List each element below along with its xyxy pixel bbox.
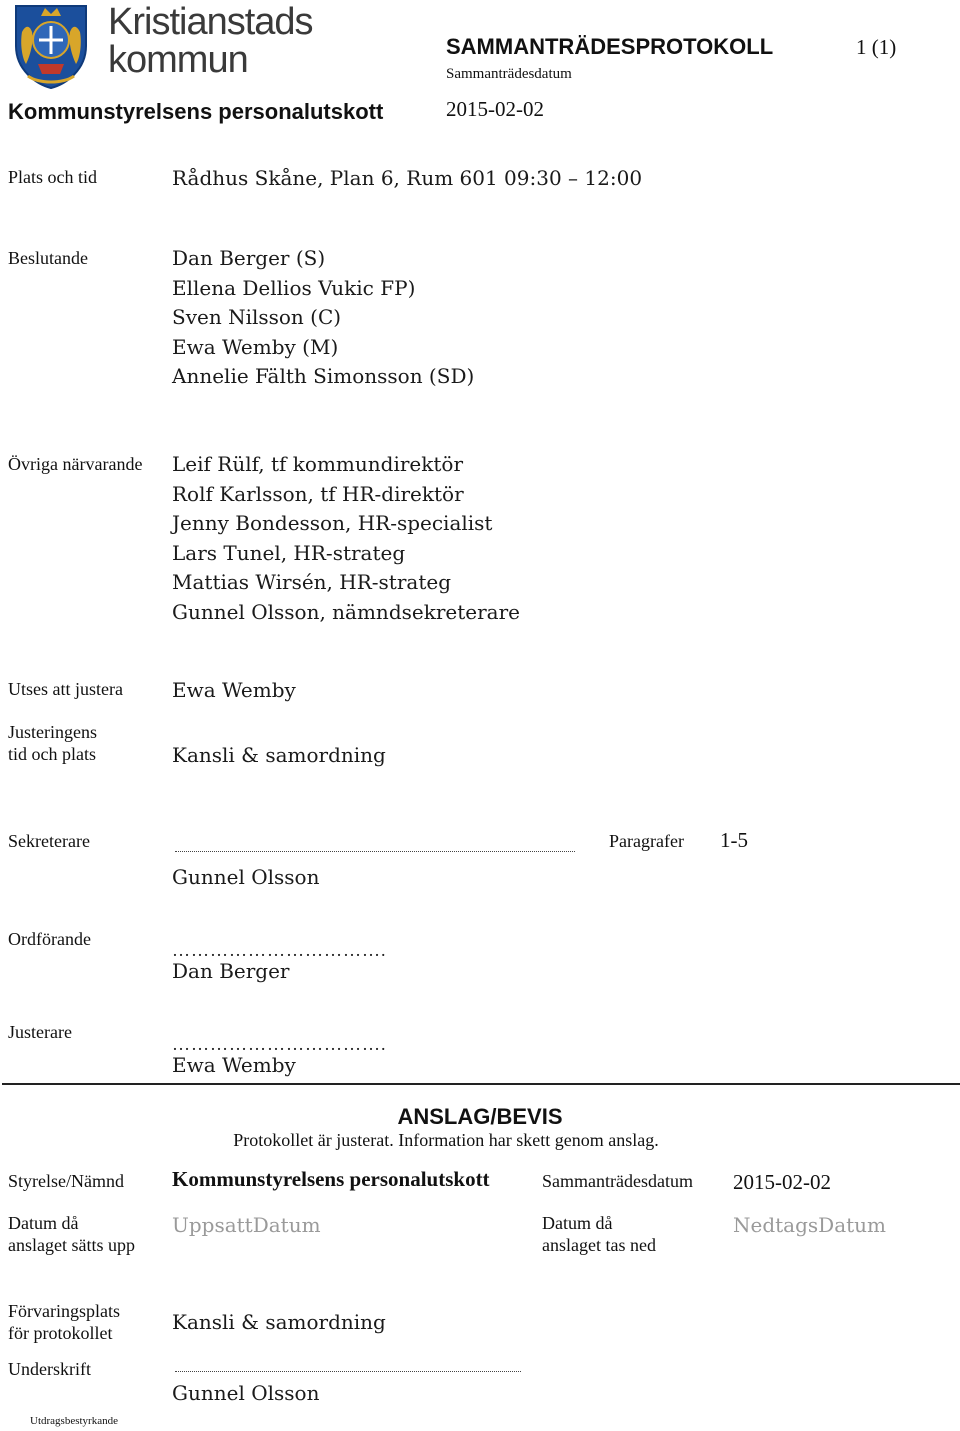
signature-label: Underskrift: [8, 1359, 91, 1379]
notice-subtitle: Protokollet är justerat. Information har skett genom anslag.: [233, 1130, 659, 1150]
page-number: 1 (1): [856, 35, 897, 59]
adjuster-signature-line: …………………………….: [172, 1034, 387, 1054]
adjust-time-label: [8, 721, 97, 765]
list-item: Sven Nilsson (C): [172, 305, 342, 329]
signature-line: [175, 1371, 521, 1372]
coat-of-arms-icon: [8, 2, 94, 90]
list-item: Lars Tunel, HR-strateg: [172, 540, 406, 565]
secretary-signature-line: [175, 851, 575, 852]
list-item: Ellena Dellios Vukic FP): [172, 275, 416, 300]
others-label: Övriga närvarande: [8, 454, 143, 474]
posted-date-label-line1: Datum då: [8, 1213, 79, 1233]
chair-name: Dan Berger: [172, 959, 290, 983]
paragraphs-label: Paragrafer: [609, 831, 684, 851]
storage-label-line2: för protokollet: [8, 1323, 113, 1343]
adjust-time-label-line1: Justeringens: [8, 722, 97, 742]
chair-signature-line: …………………………….: [172, 940, 387, 960]
removed-date-label-line2: anslaget tas ned: [542, 1235, 656, 1255]
committee-name: Kommunstyrelsens personalutskott: [8, 99, 384, 124]
certification-footer: Utdragsbestyrkande: [30, 1415, 118, 1427]
paragraphs-value: 1-5: [720, 828, 748, 852]
board-label: Styrelse/Nämnd: [8, 1171, 124, 1191]
adjuster-label: Justerare: [8, 1022, 72, 1042]
board-value: Kommunstyrelsens personalutskott: [172, 1167, 490, 1191]
notice-title: ANSLAG/BEVIS: [397, 1104, 563, 1129]
secretary-label: Sekreterare: [8, 831, 90, 851]
removed-date-label: [542, 1212, 656, 1256]
posted-date-label: [8, 1212, 135, 1256]
chair-label: Ordförande: [8, 929, 91, 949]
deciding-label: Beslutande: [8, 248, 88, 268]
adjust-time-value: Kansli & samordning: [172, 743, 386, 767]
removed-date-label-line1: Datum då: [542, 1213, 613, 1233]
section-divider: [2, 1083, 960, 1085]
meeting-date-label: Sammanträdesdatum: [446, 66, 572, 82]
storage-label: [8, 1300, 120, 1344]
list-item: Dan Berger (S): [172, 246, 326, 270]
municipality-logo: [8, 2, 318, 92]
adjust-label: Utses att justera: [8, 679, 123, 699]
list-item: Annelie Fälth Simonsson (SD): [172, 364, 475, 388]
deciding-list: [172, 244, 474, 392]
adjuster-name: Ewa Wemby: [172, 1053, 296, 1077]
logo-text-line2: kommun: [108, 39, 248, 81]
storage-label-line1: Förvaringsplats: [8, 1301, 120, 1321]
list-item: Ewa Wemby (M): [172, 334, 339, 359]
list-item: Jenny Bondesson, HR-specialist: [172, 511, 493, 535]
secretary-name: Gunnel Olsson: [172, 865, 320, 889]
adjust-value: Ewa Wemby: [172, 678, 296, 702]
meeting-date: 2015-02-02: [446, 97, 544, 121]
list-item: Leif Rülf, tf kommundirektör: [172, 452, 464, 476]
posted-date-value: UppsattDatum: [172, 1213, 321, 1237]
place-value: Rådhus Skåne, Plan 6, Rum 601 09:30 – 12:00: [172, 166, 643, 190]
posted-date-label-line2: anslaget sätts upp: [8, 1235, 135, 1255]
list-item: Mattias Wirsén, HR-strateg: [172, 570, 451, 594]
storage-value: Kansli & samordning: [172, 1310, 386, 1334]
signature-name: Gunnel Olsson: [172, 1381, 320, 1405]
adjust-time-label-line2: tid och plats: [8, 744, 96, 764]
others-list: [172, 450, 520, 627]
place-label: Plats och tid: [8, 167, 97, 187]
notice-meeting-date-value: 2015-02-02: [733, 1170, 831, 1194]
document-type: SAMMANTRÄDESPROTOKOLL: [446, 34, 774, 59]
list-item: Rolf Karlsson, tf HR-direktör: [172, 481, 464, 506]
logo-text-line1: Kristianstads: [108, 1, 313, 43]
removed-date-value: NedtagsDatum: [733, 1213, 887, 1237]
list-item: Gunnel Olsson, nämndsekreterare: [172, 599, 520, 624]
notice-meeting-date-label: Sammanträdesdatum: [542, 1171, 693, 1191]
